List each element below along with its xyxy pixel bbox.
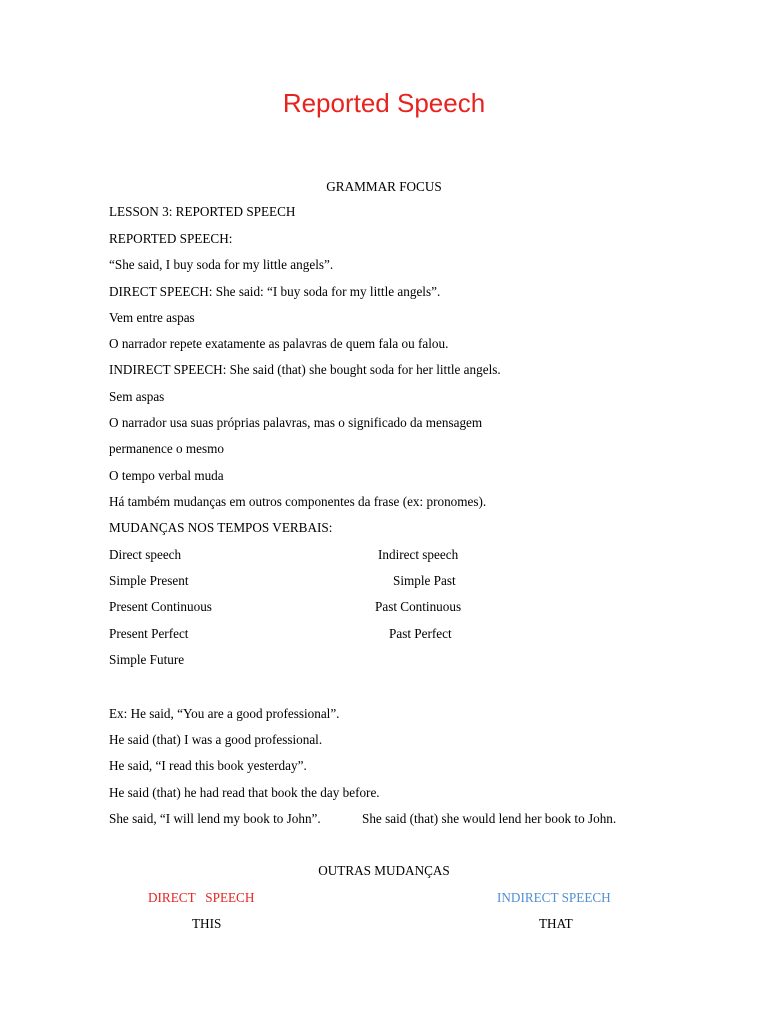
tense-indirect-past-continuous: Past Continuous xyxy=(375,599,462,614)
page-title: Reported Speech xyxy=(282,88,486,118)
example-line: He said, “I read this book yesterday”. xyxy=(109,758,307,773)
tense-direct-present-continuous: Present Continuous xyxy=(109,599,212,614)
tense-changes-heading: MUDANÇAS NOS TEMPOS VERBAIS: xyxy=(109,520,333,535)
indirect-speech-definition: INDIRECT SPEECH: She said (that) she bought soda for her little angels. xyxy=(109,362,501,377)
example-line: Ex: He said, “You are a good professional”. xyxy=(109,706,340,721)
direct-note-narrator: O narrador repete exatamente as palavras de quem fala ou falou. xyxy=(109,336,449,351)
other-changes-indirect-header: INDIRECT SPEECH xyxy=(497,890,611,905)
tense-direct-simple-present: Simple Present xyxy=(109,573,189,588)
direct-note-quotes: Vem entre aspas xyxy=(109,310,195,325)
example-line: He said (that) he had read that book the day before. xyxy=(109,785,380,800)
indirect-note-continued: permanence o mesmo xyxy=(109,441,224,456)
direct-speech-definition: DIRECT SPEECH: She said: “I buy soda for my little angels”. xyxy=(109,284,441,299)
example-indirect-lend: She said (that) she would lend her book to John. xyxy=(362,811,617,826)
reported-speech-label: REPORTED SPEECH: xyxy=(109,231,233,246)
tense-header-direct: Direct speech xyxy=(109,547,182,562)
tense-indirect-past-perfect: Past Perfect xyxy=(389,626,452,641)
example-quote: “She said, I buy soda for my little angels”. xyxy=(109,257,334,272)
tense-direct-simple-future: Simple Future xyxy=(109,652,185,667)
indirect-note-no-quotes: Sem aspas xyxy=(109,389,165,404)
tense-header-indirect: Indirect speech xyxy=(378,547,459,562)
other-changes-indirect-that: THAT xyxy=(539,916,573,931)
indirect-note-narrator: O narrador usa suas próprias palavras, mas o significado da mensagem xyxy=(109,415,483,430)
other-changes-direct-this: THIS xyxy=(192,916,222,931)
other-changes-direct-header: DIRECT SPEECH xyxy=(148,890,255,905)
tense-indirect-simple-past: Simple Past xyxy=(393,573,456,588)
example-direct-lend: She said, “I will lend my book to John”. xyxy=(109,811,321,826)
lesson-heading: LESSON 3: REPORTED SPEECH xyxy=(109,204,296,219)
example-line: He said (that) I was a good professional. xyxy=(109,732,323,747)
indirect-note-tense: O tempo verbal muda xyxy=(109,468,224,483)
tense-direct-present-perfect: Present Perfect xyxy=(109,626,189,641)
indirect-note-components: Há também mudanças em outros componentes da frase (ex: pronomes). xyxy=(109,494,487,509)
other-changes-heading: OUTRAS MUDANÇAS xyxy=(318,863,450,878)
grammar-focus-heading: GRAMMAR FOCUS xyxy=(326,179,442,194)
